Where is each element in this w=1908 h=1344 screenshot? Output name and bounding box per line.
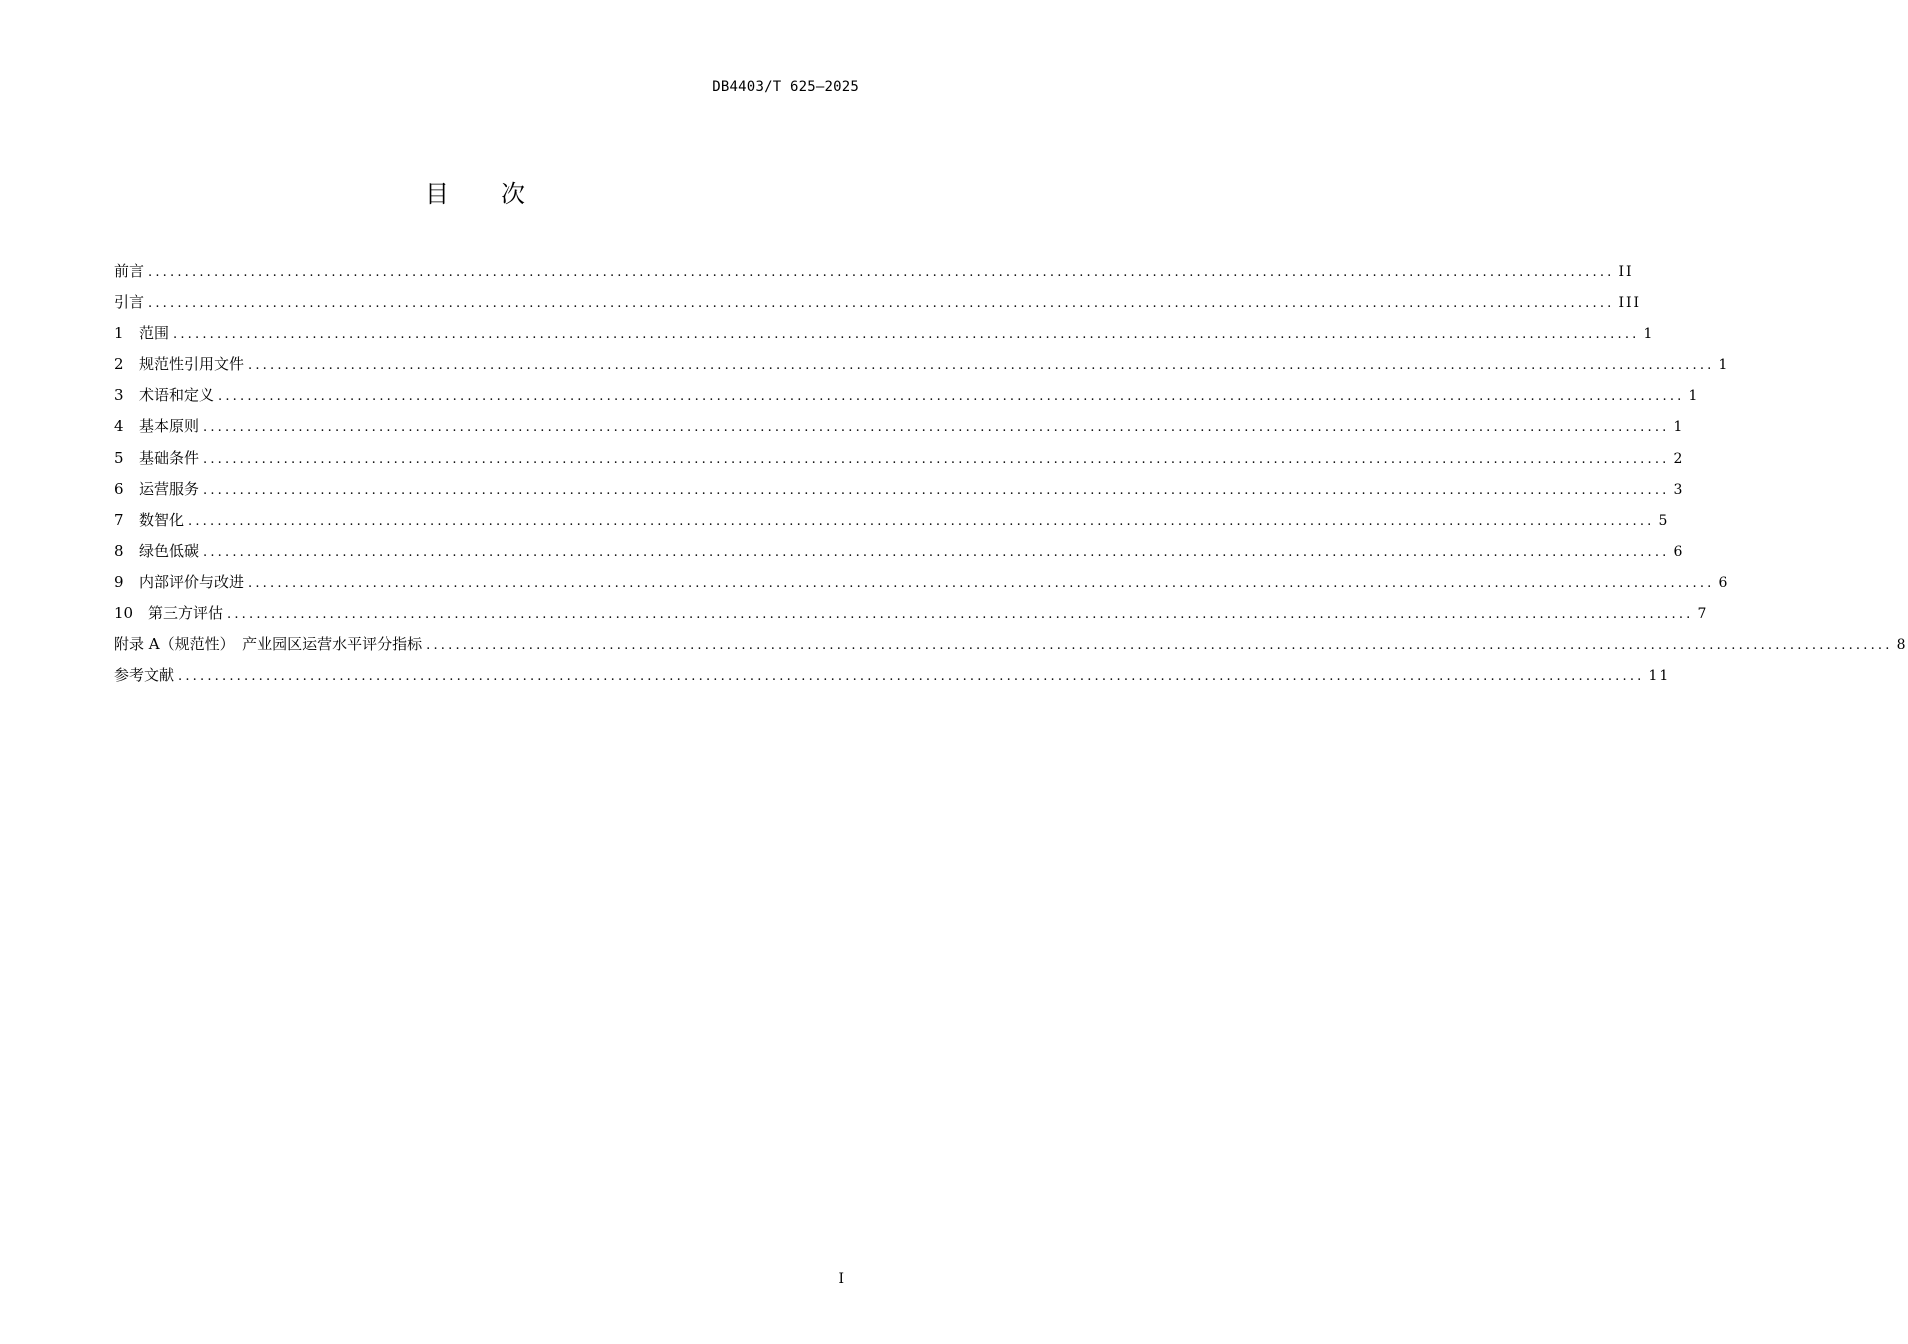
- toc-entry-foreword[interactable]: [114, 258, 1634, 289]
- toc-entry-label: 运营服务: [139, 479, 200, 498]
- toc-entry-page: 6: [1718, 574, 1730, 591]
- toc-entry-number: 7: [114, 510, 124, 529]
- toc-entry-page: 3: [1673, 481, 1685, 498]
- toc-entry-number: 5: [114, 448, 124, 467]
- toc-leader-dots: ........................................................................................................................................................................................................: [203, 544, 1670, 560]
- toc-leader-dots: ........................................................................................................................................................................................................: [227, 607, 1694, 623]
- toc-entry-page: 1: [1688, 388, 1700, 405]
- toc-entry-label: 参考文献: [114, 666, 175, 685]
- toc-leader-dots: ........................................................................................................................................................................................................: [173, 327, 1640, 343]
- toc-entry-green-low-carbon[interactable]: [114, 538, 1685, 569]
- toc-entry-appendix-a[interactable]: [114, 631, 1908, 662]
- toc-entry-scope[interactable]: [114, 320, 1655, 351]
- toc-entry-page: II: [1618, 264, 1634, 280]
- toc-entry-label: 绿色低碳: [139, 541, 200, 560]
- toc-entry-introduction[interactable]: [114, 289, 1642, 320]
- toc-entry-terms-definitions[interactable]: [114, 382, 1700, 413]
- toc-entry-number: 6: [114, 479, 124, 498]
- toc-entry-number: 2: [114, 355, 124, 374]
- toc-entry-page: 8: [1896, 637, 1908, 654]
- toc-entry-third-party-assessment[interactable]: [114, 600, 1709, 631]
- toc-leader-dots: ........................................................................................................................................................................................................: [248, 575, 1715, 591]
- toc-entry-label: 范围: [139, 324, 170, 343]
- toc-entry-basic-principles[interactable]: [114, 413, 1685, 444]
- toc-leader-dots: ........................................................................................................................................................................................................: [178, 669, 1645, 685]
- table-of-contents: [114, 258, 1908, 693]
- toc-entry-bibliography[interactable]: [114, 662, 1671, 693]
- title-part-2: 次: [501, 180, 525, 208]
- toc-leader-dots: ........................................................................................................................................................................................................: [203, 420, 1670, 436]
- toc-entry-number: 4: [114, 417, 124, 436]
- toc-entry-page: 1: [1718, 357, 1730, 374]
- toc-entry-number: 3: [114, 386, 124, 405]
- toc-entry-number: 1: [114, 324, 124, 343]
- toc-entry-page: 7: [1697, 606, 1709, 623]
- toc-entry-label: 数智化: [139, 510, 185, 529]
- toc-entry-page: 1: [1643, 326, 1655, 343]
- toc-entry-label: 前言: [114, 262, 145, 280]
- toc-leader-dots: ........................................................................................................................................................................................................: [148, 265, 1615, 280]
- toc-entry-internal-evaluation[interactable]: [114, 569, 1730, 600]
- toc-leader-dots: ........................................................................................................................................................................................................: [148, 296, 1615, 312]
- toc-entry-page: 6: [1673, 543, 1685, 560]
- toc-leader-dots: ........................................................................................................................................................................................................: [203, 451, 1670, 467]
- toc-entry-label: 第三方评估: [148, 604, 224, 623]
- title-part-1: 目: [425, 180, 449, 208]
- toc-entry-label: 基本原则: [139, 417, 200, 436]
- toc-entry-digital-intelligence[interactable]: [114, 507, 1670, 538]
- page-number: I: [838, 1271, 844, 1287]
- toc-entry-page: 11: [1648, 668, 1671, 685]
- document-code: DB4403/T 625—2025: [712, 79, 859, 95]
- toc-leader-dots: ........................................................................................................................................................................................................: [218, 389, 1685, 405]
- toc-leader-dots: ........................................................................................................................................................................................................: [188, 513, 1655, 529]
- toc-entry-normative-references[interactable]: [114, 351, 1730, 382]
- toc-entry-label: 引言: [114, 293, 145, 312]
- toc-entry-basic-conditions[interactable]: [114, 445, 1685, 476]
- toc-entry-label: 内部评价与改进: [139, 572, 245, 591]
- toc-entry-label: 术语和定义: [139, 386, 215, 405]
- page-title: [0, 174, 950, 209]
- toc-entry-label: 规范性引用文件: [139, 355, 245, 374]
- toc-entry-label: 附录 A（规范性） 产业园区运营水平评分指标: [114, 635, 423, 654]
- toc-entry-number: 9: [114, 572, 124, 591]
- toc-entry-page: 2: [1673, 450, 1685, 467]
- toc-entry-number: 8: [114, 541, 124, 560]
- toc-entry-label: 基础条件: [139, 448, 200, 467]
- toc-leader-dots: ........................................................................................................................................................................................................: [426, 638, 1893, 654]
- toc-entry-page: 1: [1673, 419, 1685, 436]
- toc-entry-number: 10: [114, 604, 134, 623]
- toc-entry-page: 5: [1658, 512, 1670, 529]
- toc-entry-page: III: [1618, 295, 1642, 312]
- toc-leader-dots: ........................................................................................................................................................................................................: [248, 358, 1715, 374]
- toc-leader-dots: ........................................................................................................................................................................................................: [203, 482, 1670, 498]
- toc-entry-operation-services[interactable]: [114, 476, 1685, 507]
